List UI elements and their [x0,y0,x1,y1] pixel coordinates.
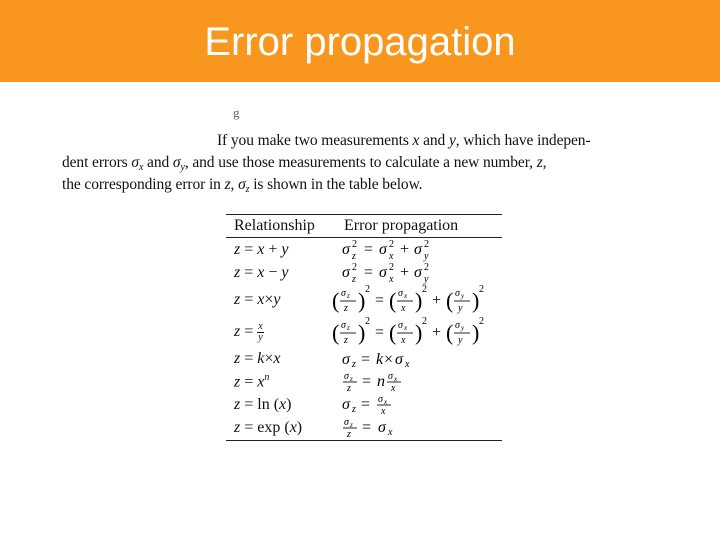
svg-text:σ: σ [342,264,350,281]
svg-text:2: 2 [424,239,429,250]
svg-text:=: = [375,292,385,309]
svg-text:x: x [405,359,410,370]
svg-text:(: ( [446,320,454,345]
svg-text:): ) [472,320,480,345]
svg-text:(: ( [389,320,397,345]
svg-text:+: + [432,324,442,341]
svg-text:y: y [461,292,465,300]
svg-text:=: = [362,419,372,436]
svg-text:σ: σ [398,288,403,299]
svg-text:=: = [364,241,374,258]
slide-title: Error propagation [204,20,516,64]
svg-text:z: z [347,324,350,332]
svg-text:z: z [347,292,350,300]
table-row [226,416,502,440]
svg-text:): ) [358,320,366,345]
relationship-cell: z = k×x [234,350,281,367]
svg-text:σ: σ [378,419,386,436]
svg-text:z: z [350,421,353,429]
svg-text:x: x [381,406,386,417]
svg-text:2: 2 [365,316,370,327]
svg-text:y: y [424,251,429,262]
svg-text:=: = [375,324,385,341]
propagation-cell [342,370,502,393]
svg-text:z: z [352,251,356,262]
svg-text:x: x [394,375,398,383]
svg-text:x: x [401,303,406,314]
relationship-cell: z = x y [234,320,263,343]
svg-text:(: ( [332,288,340,313]
svg-text:σ: σ [398,320,403,331]
svg-text:y: y [458,335,463,346]
propagation-cell [332,284,502,316]
relationship-cell: z = x×y [234,291,281,308]
svg-text:σ: σ [341,320,346,331]
cropped-glyph: g [233,105,240,120]
svg-text:σ: σ [341,288,346,299]
relationship-cell: z = exp (x) [234,419,303,436]
propagation-cell [342,261,502,284]
svg-text:x: x [401,335,406,346]
svg-text:2: 2 [424,262,429,273]
relationship-cell: z = x + y [234,240,289,258]
svg-text:y: y [461,324,465,332]
svg-text:σ: σ [378,394,383,405]
svg-text:x: x [391,383,396,394]
table-row [226,348,502,370]
svg-text:(: ( [332,320,340,345]
header-error-propagation: Error propagation [344,217,459,234]
svg-text:2: 2 [479,316,484,327]
svg-text:2: 2 [352,239,357,250]
table-row [226,316,502,348]
svg-text:): ) [415,320,423,345]
relationship-cell: $z = x^n$ [234,371,270,391]
svg-text:x: x [404,292,408,300]
svg-text:σ: σ [395,351,403,368]
propagation-cell [342,238,502,261]
svg-text:=: = [361,396,371,413]
svg-text:x: x [388,427,393,438]
svg-text:×: × [384,351,394,368]
svg-text:(: ( [446,288,454,313]
svg-text:): ) [472,288,480,313]
svg-text:x: x [384,398,388,406]
svg-text:z: z [344,303,348,314]
svg-text:x: x [389,251,394,262]
svg-text:2: 2 [479,284,484,295]
svg-text:σ: σ [344,371,349,382]
svg-text:2: 2 [352,262,357,273]
error-propagation-table [226,214,502,441]
svg-text:): ) [358,288,366,313]
propagation-cell [342,393,502,416]
svg-text:σ: σ [455,288,460,299]
svg-text:+: + [400,264,410,281]
svg-text:z: z [344,335,348,346]
svg-text:+: + [432,292,442,309]
svg-text:z: z [352,404,356,415]
paragraph-line-1: If you make two measurements x and y, which have indepen- [217,132,591,149]
table-row [226,370,502,393]
table-row [226,261,502,284]
svg-text:2: 2 [422,316,427,327]
svg-text:σ: σ [388,371,393,382]
svg-text:y: y [458,303,463,314]
svg-text:z: z [347,383,351,394]
relationship-cell: z = x − y [234,263,289,281]
table-row [226,284,502,316]
svg-text:σ: σ [455,320,460,331]
propagation-cell [342,348,502,370]
svg-text:n: n [377,373,385,390]
propagation-cell [342,416,502,440]
svg-text:σ: σ [342,351,350,368]
svg-text:σ: σ [344,417,349,428]
svg-text:σ: σ [414,241,422,258]
svg-text:2: 2 [365,284,370,295]
svg-text:2: 2 [389,262,394,273]
svg-text:k: k [376,351,384,368]
svg-text:(: ( [389,288,397,313]
header-relationship: Relationship [234,217,315,234]
table-row [226,238,502,261]
intro-paragraph [62,130,666,196]
svg-text:=: = [362,373,372,390]
svg-text:2: 2 [422,284,427,295]
svg-text:z: z [350,375,353,383]
svg-text:σ: σ [342,241,350,258]
svg-text:=: = [364,264,374,281]
svg-text:+: + [400,241,410,258]
svg-text:=: = [361,351,371,368]
propagation-cell [332,316,502,348]
svg-text:x: x [389,274,394,285]
relationship-cell: z = ln (x) [234,395,292,413]
table-header-row [226,215,502,237]
svg-text:σ: σ [342,396,350,413]
table-bottom-rule [226,440,502,441]
svg-text:2: 2 [389,239,394,250]
table-row [226,393,502,416]
svg-text:σ: σ [379,241,387,258]
svg-text:z: z [352,274,356,285]
svg-text:y: y [424,274,429,285]
svg-text:σ: σ [414,264,422,281]
svg-text:z: z [347,429,351,440]
svg-text:x: x [404,324,408,332]
svg-text:): ) [415,288,423,313]
svg-text:z: z [352,359,356,370]
paragraph-line-2: dent errors σx and σy, and use those measurements to calculate a new number, z, [62,154,547,173]
paragraph-line-3: the corresponding error in z, σz is shown in the table below. [62,176,423,195]
svg-text:σ: σ [379,264,387,281]
